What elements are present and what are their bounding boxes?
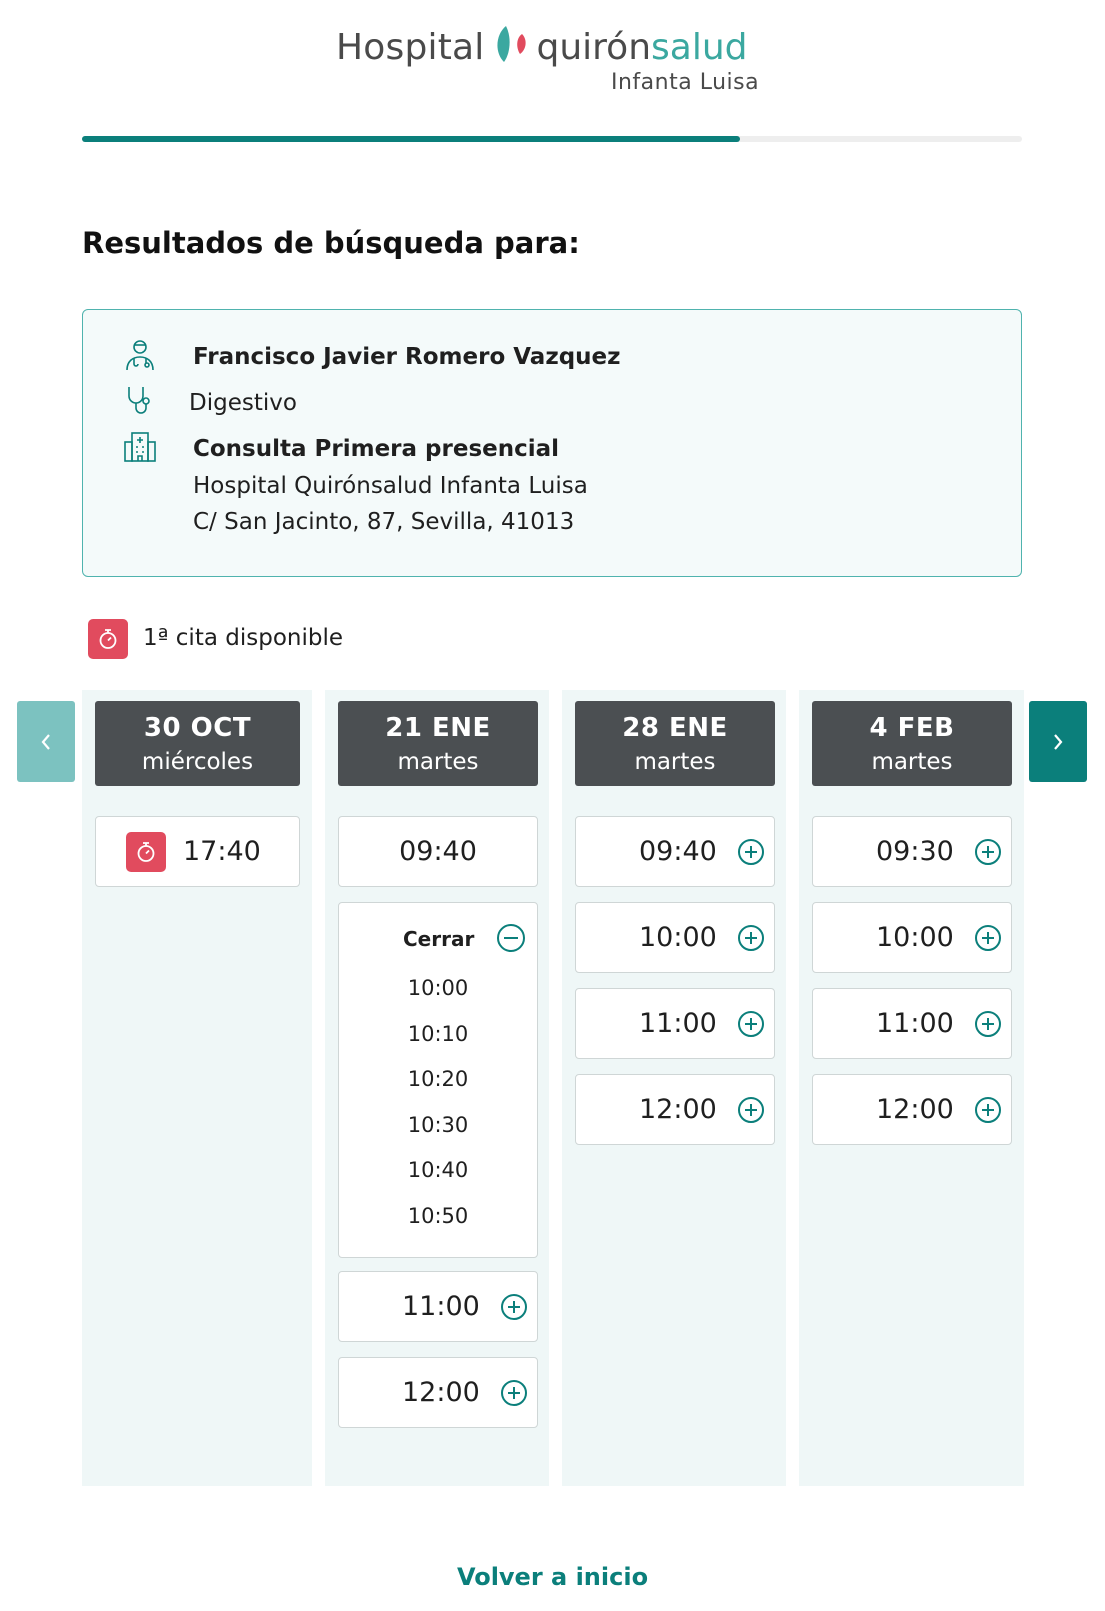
consultation-type: Consulta Primera presencial [193,436,560,462]
page-title: Resultados de búsqueda para: [82,226,580,260]
time-slot[interactable] [812,816,1012,887]
day-header [812,701,1012,786]
center-name: Hospital Quirónsalud Infanta Luisa [193,473,588,499]
chevron-left-icon [37,731,55,753]
day-weekday: martes [397,749,479,775]
progress-fill [82,136,740,142]
doctor-name: Francisco Javier Romero Vazquez [193,344,621,370]
slot-time: 11:00 [639,1008,717,1039]
back-to-home-link[interactable]: Volver a inicio [456,1563,649,1591]
slot-time: 11:00 [402,1291,480,1322]
hospital-building-icon [123,430,157,464]
logo-quiron-text: quirón [536,26,652,68]
slot-time: 09:40 [639,836,717,867]
slot-time: 09:40 [399,836,477,867]
day-weekday: miércoles [141,749,254,775]
expand-plus-icon[interactable] [974,838,1002,866]
first-available-label: 1ª cita disponible [143,625,343,651]
day-header [575,701,775,786]
progress-bar [82,136,1022,142]
slot-time: 11:00 [876,1008,954,1039]
time-slot[interactable] [575,988,775,1059]
leaf-logo-icon [492,24,534,70]
expand-plus-icon[interactable] [974,1096,1002,1124]
expand-plus-icon[interactable] [974,924,1002,952]
day-column [82,690,312,1486]
time-slot-first-available[interactable] [95,816,300,887]
slot-time: 17:40 [183,836,261,867]
day-weekday: martes [634,749,716,775]
slot-time: 12:00 [639,1094,717,1125]
sub-time-slot[interactable]: 10:00 [407,976,469,1000]
time-slot[interactable] [575,816,775,887]
first-available-badge [126,832,166,872]
time-slot[interactable] [338,816,538,887]
time-slot[interactable] [812,902,1012,973]
sub-time-slot[interactable]: 10:20 [407,1067,469,1091]
sub-time-slot[interactable]: 10:40 [407,1158,469,1182]
stethoscope-icon [123,384,157,418]
time-slot[interactable] [338,1271,538,1342]
day-header [338,701,538,786]
time-slot[interactable] [812,1074,1012,1145]
expand-plus-icon[interactable] [737,924,765,952]
doctor-icon [123,337,157,371]
logo-salud-text: salud [651,26,748,68]
time-slot[interactable] [338,1357,538,1428]
sub-time-slot[interactable]: 10:10 [407,1022,469,1046]
logo-subtitle: Infanta Luisa [611,70,760,95]
stopwatch-icon [97,628,119,650]
slot-time: 12:00 [402,1377,480,1408]
expand-plus-icon[interactable] [737,1010,765,1038]
time-slot[interactable] [575,1074,775,1145]
specialty: Digestivo [189,390,297,416]
stopwatch-icon [135,841,157,863]
sub-time-slot[interactable]: 10:50 [407,1204,469,1228]
first-available-badge [88,619,128,659]
center-address: C/ San Jacinto, 87, Sevilla, 41013 [193,509,575,535]
hospital-logo [0,10,1105,100]
expand-plus-icon[interactable] [737,838,765,866]
logo-hospital-text: Hospital [336,26,485,68]
slot-time: 09:30 [876,836,954,867]
close-label[interactable]: Cerrar [403,927,475,951]
day-date: 21 ENE [385,713,491,743]
day-header [95,701,300,786]
time-slot[interactable] [812,988,1012,1059]
previous-dates-button[interactable] [17,701,75,782]
expand-plus-icon[interactable] [737,1096,765,1124]
expand-plus-icon[interactable] [500,1379,528,1407]
expanded-time-list [338,902,538,1258]
next-dates-button[interactable] [1029,701,1087,782]
time-slot[interactable] [575,902,775,973]
slot-time: 10:00 [639,922,717,953]
day-date: 30 OCT [143,713,252,743]
search-summary-card [82,309,1022,577]
sub-time-slot[interactable]: 10:30 [407,1113,469,1137]
expand-plus-icon[interactable] [500,1293,528,1321]
day-weekday: martes [871,749,953,775]
day-date: 4 FEB [869,713,955,743]
collapse-minus-icon[interactable] [496,923,526,953]
day-date: 28 ENE [622,713,728,743]
slot-time: 12:00 [876,1094,954,1125]
slot-time: 10:00 [876,922,954,953]
chevron-right-icon [1049,731,1067,753]
expand-plus-icon[interactable] [974,1010,1002,1038]
